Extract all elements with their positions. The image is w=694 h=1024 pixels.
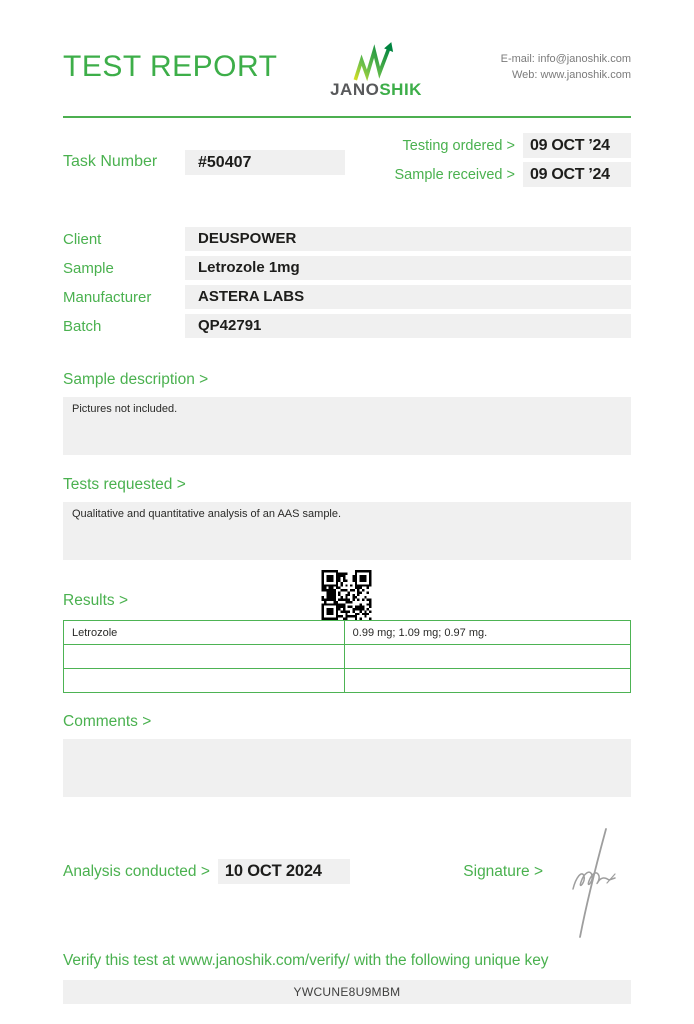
tests-requested-box: Qualitative and quantitative analysis of an AAS sample. — [63, 502, 631, 560]
batch-row — [63, 314, 631, 338]
logo-text-dark: JANO — [330, 80, 380, 99]
table-row — [64, 669, 631, 693]
qr-code-icon — [322, 570, 372, 620]
manufacturer-value: ASTERA LABS — [185, 285, 631, 309]
contact-email: E-mail: info@janoshik.com — [500, 52, 631, 65]
sample-value: Letrozole 1mg — [185, 256, 631, 280]
sample-description-box: Pictures not included. — [63, 397, 631, 455]
result-substance-cell — [64, 669, 345, 693]
client-row — [63, 227, 631, 251]
manufacturer-label: Manufacturer — [63, 288, 152, 306]
verify-key-value: YWCUNE8U9MBM — [63, 980, 631, 1004]
sample-description-heading: Sample description > — [63, 371, 209, 388]
report-header — [63, 28, 631, 106]
result-value-cell — [344, 669, 630, 693]
page-title: TEST REPORT — [63, 50, 278, 83]
client-label: Client — [63, 230, 102, 248]
sample-row — [63, 256, 631, 280]
growth-chart-icon — [349, 40, 403, 82]
result-value-cell: 0.99 mg; 1.09 mg; 0.97 mg. — [344, 621, 630, 645]
task-row — [63, 133, 631, 191]
janoshik-logo — [330, 40, 422, 100]
contact-block — [501, 51, 631, 84]
sample-received-date: 09 OCT ’24 — [523, 162, 631, 187]
sample-received-label: Sample received > — [394, 166, 515, 183]
tests-requested-heading: Tests requested > — [63, 476, 186, 493]
result-value-cell — [344, 645, 630, 669]
results-table — [63, 620, 631, 693]
task-number-label: Task Number — [63, 153, 158, 170]
comments-heading: Comments > — [63, 713, 152, 730]
task-dates-group — [395, 133, 632, 191]
analysis-date-value: 10 OCT 2024 — [218, 859, 350, 884]
task-number-group — [63, 133, 345, 191]
contact-web: Web: www.janoshik.com — [511, 69, 631, 81]
table-row — [64, 645, 631, 669]
task-number-value: #50407 — [185, 150, 345, 175]
testing-ordered-label: Testing ordered > — [402, 137, 515, 154]
footer-row — [63, 859, 631, 884]
testing-ordered-date: 09 OCT ’24 — [523, 133, 631, 158]
manufacturer-row — [63, 285, 631, 309]
results-heading: Results > — [63, 592, 129, 609]
signature-scribble-icon — [565, 825, 619, 941]
analysis-conducted-label: Analysis conducted > — [63, 862, 210, 880]
comments-box — [63, 739, 631, 797]
logo-text-green: SHIK — [379, 80, 422, 99]
testing-ordered-row — [395, 133, 632, 158]
client-value: DEUSPOWER — [185, 227, 631, 251]
result-substance-cell: Letrozole — [64, 621, 345, 645]
logo-wordmark — [330, 80, 422, 100]
table-row — [64, 621, 631, 645]
batch-label: Batch — [63, 317, 102, 335]
batch-value: QP42791 — [185, 314, 631, 338]
header-divider — [63, 116, 631, 118]
signature-label: Signature > — [463, 862, 543, 880]
results-header — [63, 560, 631, 620]
verify-instruction: Verify this test at www.janoshik.com/verify/ with the following unique key — [63, 952, 549, 969]
sample-received-row — [395, 162, 632, 187]
sample-info-block — [63, 227, 631, 338]
result-substance-cell — [64, 645, 345, 669]
sample-label: Sample — [63, 259, 114, 277]
